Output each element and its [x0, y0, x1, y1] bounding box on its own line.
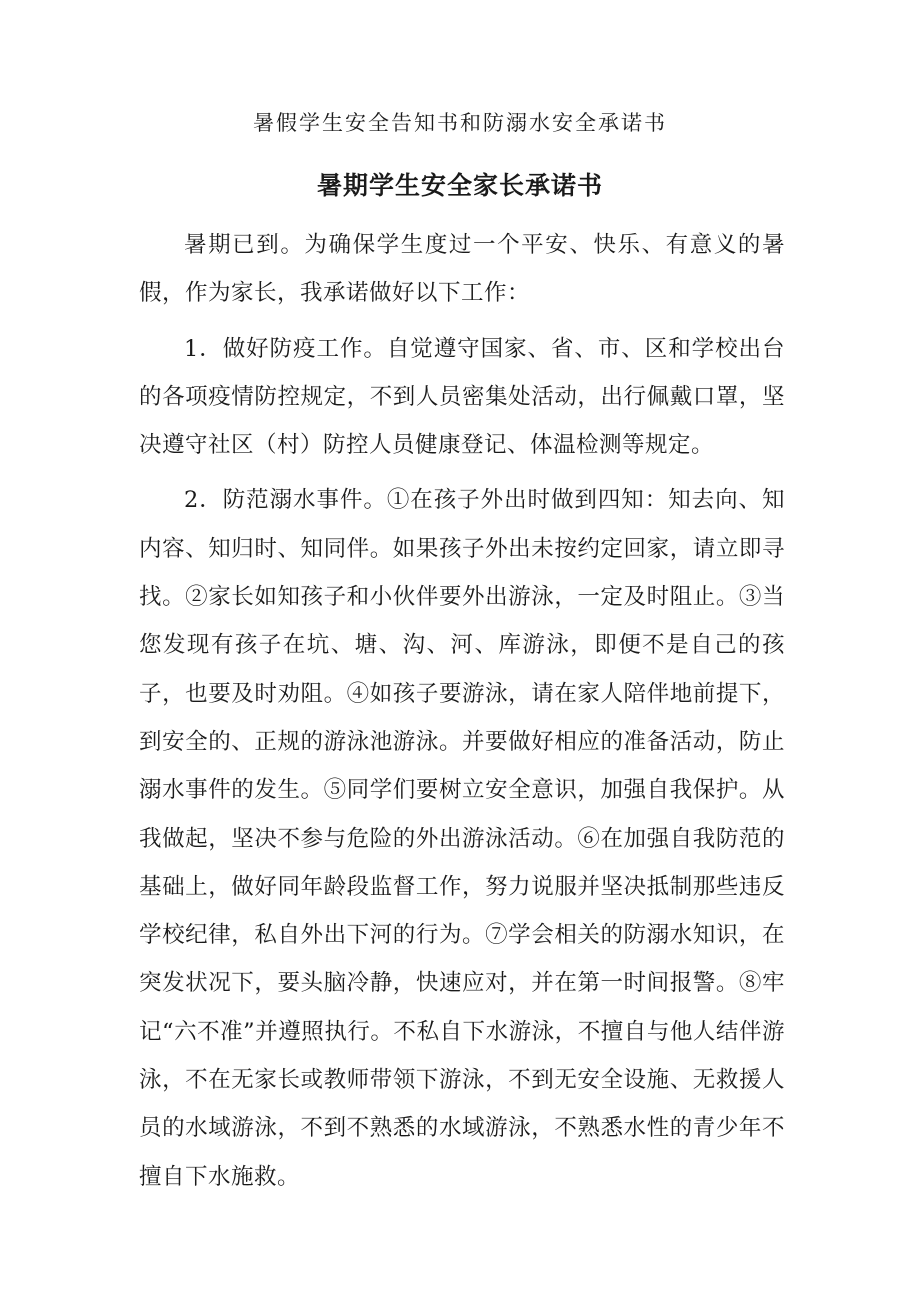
paragraph-item-2: 2．防范溺水事件。①在孩子外出时做到四知：知去向、知内容、知归时、知同伴。如果孩子外出未按约定回家，请立即寻找。②家长如知孩子和小伙伴要外出游泳，一定及时阻止。③当您发现有孩子在坑、塘、沟、河、库游泳，即便不是自己的孩子，也要及时劝阻。④如孩子要游泳，请在家人陪伴地前提下，到安全的、正规的游泳池游泳。并要做好相应的准备活动，防止溺水事件的发生。⑤同学们要树立安全意识，加强自我保护。从我做起，坚决不参与危险的外出游泳活动。⑥在加强自我防范的基础上，做好同年龄段监督工作，努力说服并坚决抵制那些违反学校纪律，私自外出下河的行为。⑦学会相关的防溺水知识，在突发状况下，要头脑冷静，快速应对，并在第一时间报警。⑧牢记“六不准”并遵照执行。不私自下水游泳，不擅自与他人结伴游泳，不在无家长或教师带领下游泳，不到无安全设施、无救援人员的水域游泳，不到不熟悉的水域游泳，不熟悉水性的青少年不擅自下水施救。 — [139, 487, 785, 1190]
document-title: 暑期学生安全家长承诺书 — [316, 171, 603, 200]
paragraph-item-1: 1．做好防疫工作。自觉遵守国家、省、市、区和学校出台的各项疫情防控规定，不到人员密集处活动，出行佩戴口罩，坚决遵守社区（村）防控人员健康登记、体温检测等规定。 — [139, 335, 785, 459]
document-header: 暑假学生安全告知书和防溺水安全承诺书 — [253, 111, 667, 135]
document-body — [139, 221, 785, 1208]
paragraph-intro: 暑期已到。为确保学生度过一个平安、快乐、有意义的暑假，作为家长，我承诺做好以下工作： — [139, 232, 785, 307]
